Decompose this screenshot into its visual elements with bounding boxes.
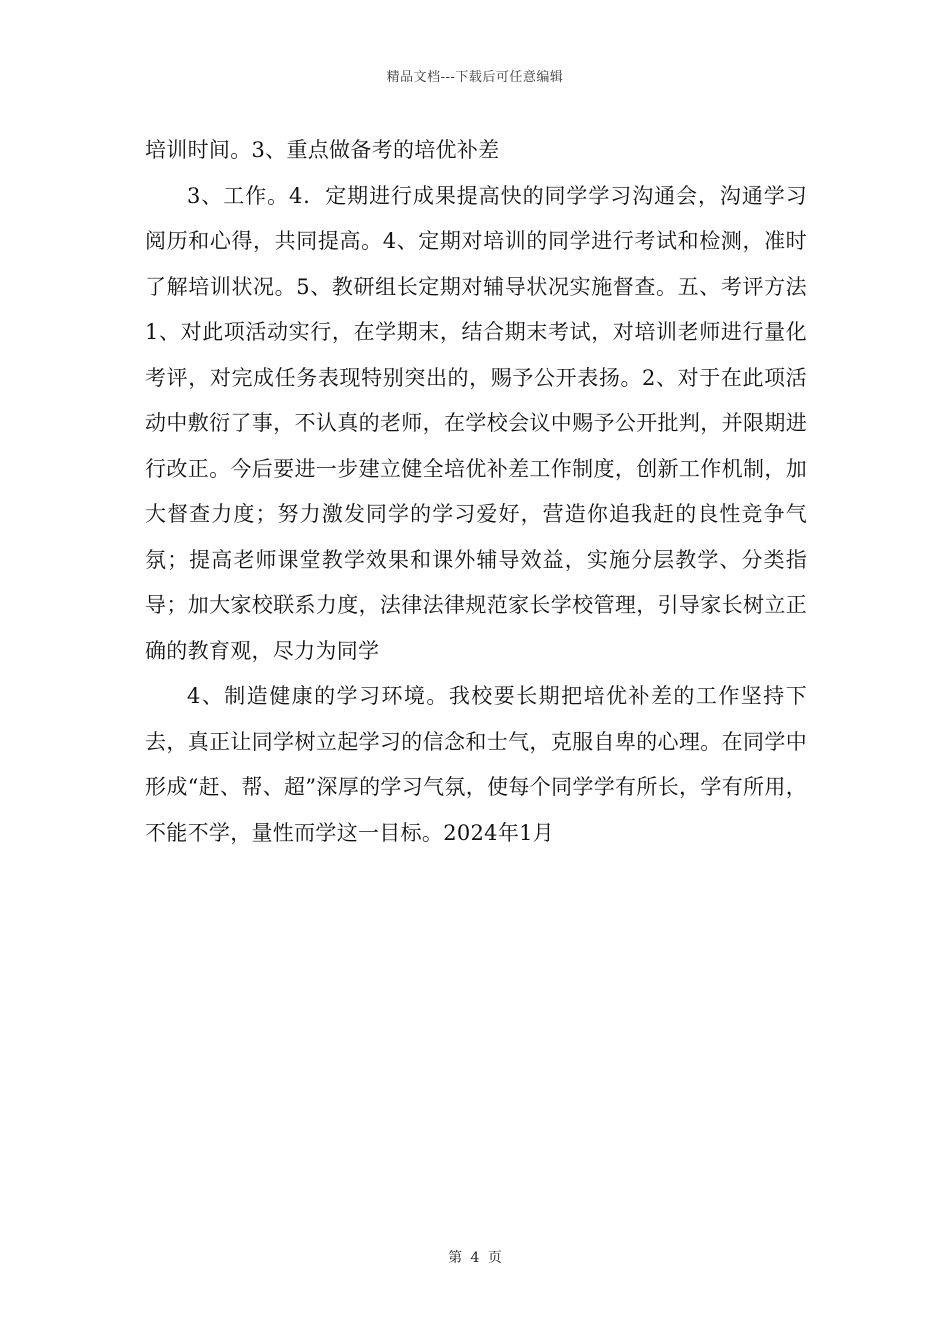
page-number: 第 4 页	[448, 1250, 502, 1266]
paragraph-work-and-evaluation: 3、工作。4．定期进行成果提高快的同学学习沟通会，沟通学习阅历和心得，共同提高。4、定期对培训的同学进行考试和检测，准时了解培训状况。5、教研组长定期对辅导状况实施督查。五、考评方法1、对此项活动实行，在学期末，结合期末考试，对培训老师进行量化考评，对完成任务表现特别突出的，赐予公开表扬。2、对于在此项活动中敷衍了事，不认真的老师，在学校会议中赐予公开批判，并限期进行改正。今后要进一步建立健全培优补差工作制度，创新工作机制，加大督查力度；努力激发同学的学习爱好，营造你追我赶的良性竞争气氛；提高老师课堂教学效果和课外辅导效益，实施分层教学、分类指导；加大家校联系力度，法律法律规范家长学校管理，引导家长树立正确的教育观，尽力为同学	[145, 183, 807, 663]
paragraph-continuation: 培训时间。3、重点做备考的培优补差	[145, 138, 500, 162]
paragraph-learning-environment: 4、制造健康的学习环境。我校要长期把培优补差的工作坚持下去，真正让同学树立起学习的信念和士气，克服自卑的心理。在同学中形成“赶、帮、超”深厚的学习气氛，使每个同学学有所长，学有所用，不能不学，量性而学这一目标。2024年1月	[145, 684, 807, 845]
document-body	[145, 128, 807, 856]
page-header: 精品文档---下载后可任意编辑	[386, 70, 564, 85]
